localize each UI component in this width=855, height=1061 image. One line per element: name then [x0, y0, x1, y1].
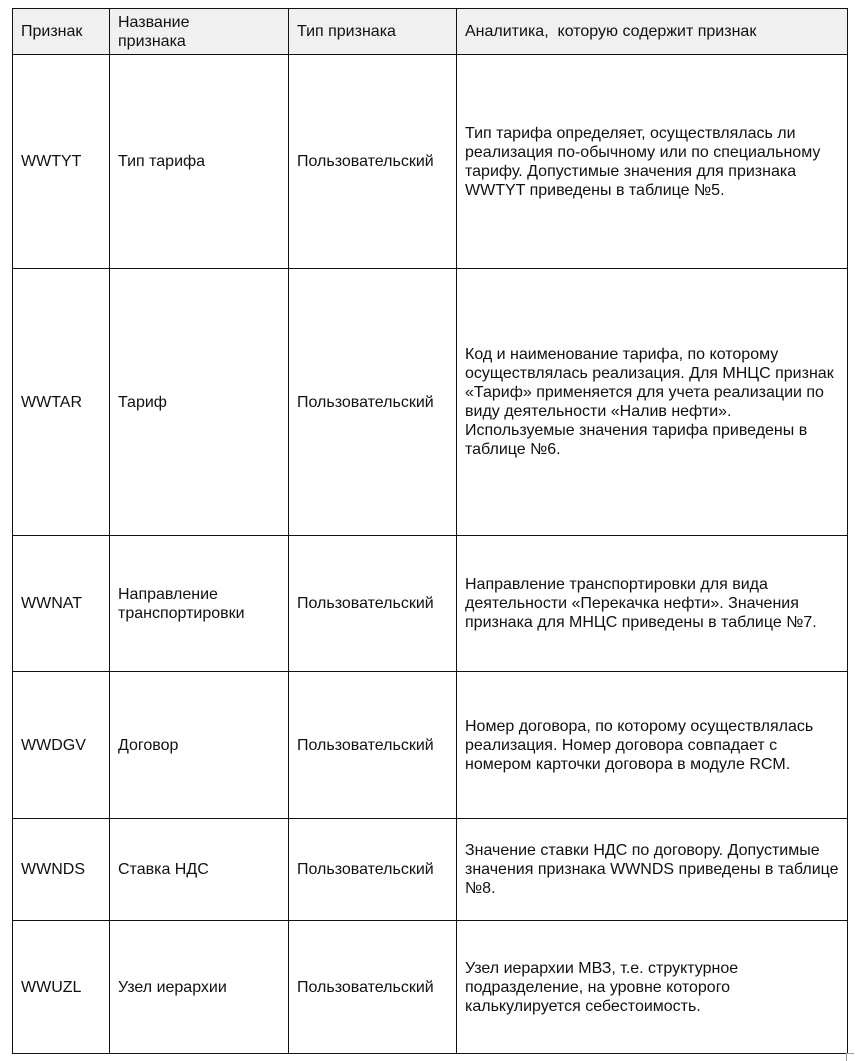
table-row: [13, 921, 848, 1054]
table-header: [13, 9, 848, 55]
row-type: Пользовательский: [289, 921, 457, 1054]
header-row: [13, 9, 848, 55]
row-code: WWNAT: [13, 536, 110, 672]
table-row: [13, 672, 848, 819]
header-name: Название признака: [110, 9, 289, 55]
row-code: WWUZL: [13, 921, 110, 1054]
row-description: Тип тарифа определяет, осуществлялась ли реализация по-обычному или по специальному тарифу. Допустимые значения для признака WWTYT приведены в таблице №5.: [457, 55, 848, 269]
row-description: Код и наименование тарифа, по которому осуществлялась реализация. Для МНЦС признак «Тариф» применяется для учета реализации по виду деятельности «Налив нефти». Используемые значения тарифа приведены в таблице №6.: [457, 269, 848, 536]
row-type: Пользовательский: [289, 55, 457, 269]
row-name: Ставка НДС: [110, 819, 289, 921]
row-code: WWDGV: [13, 672, 110, 819]
row-name: Направление транспортировки: [110, 536, 289, 672]
row-name: Узел иерархии: [110, 921, 289, 1054]
row-code: WWTYT: [13, 55, 110, 269]
row-name: Договор: [110, 672, 289, 819]
row-code: WWTAR: [13, 269, 110, 536]
table-row: [13, 536, 848, 672]
table-row: [13, 269, 848, 536]
page-corner-mark: [846, 1053, 854, 1061]
row-type: Пользовательский: [289, 672, 457, 819]
header-type: Тип признака: [289, 9, 457, 55]
attributes-table: [12, 8, 848, 1054]
table-body: [13, 55, 848, 1054]
row-type: Пользовательский: [289, 269, 457, 536]
row-description: Номер договора, по которому осуществлялась реализация. Номер договора совпадает с номером карточки договора в модуле RCM.: [457, 672, 848, 819]
row-type: Пользовательский: [289, 536, 457, 672]
row-name: Тариф: [110, 269, 289, 536]
row-name: Тип тарифа: [110, 55, 289, 269]
row-description: Направление транспортировки для вида деятельности «Перекачка нефти». Значения признака для МНЦС приведены в таблице №7.: [457, 536, 848, 672]
table-row: [13, 55, 848, 269]
header-code: Признак: [13, 9, 110, 55]
row-code: WWNDS: [13, 819, 110, 921]
row-description: Значение ставки НДС по договору. Допустимые значения признака WWNDS приведены в таблице №8.: [457, 819, 848, 921]
row-type: Пользовательский: [289, 819, 457, 921]
table-row: [13, 819, 848, 921]
row-description: Узел иерархии МВЗ, т.е. структурное подразделение, на уровне которого калькулируется себестоимость.: [457, 921, 848, 1054]
header-analytics: Аналитика, которую содержит признак: [457, 9, 848, 55]
